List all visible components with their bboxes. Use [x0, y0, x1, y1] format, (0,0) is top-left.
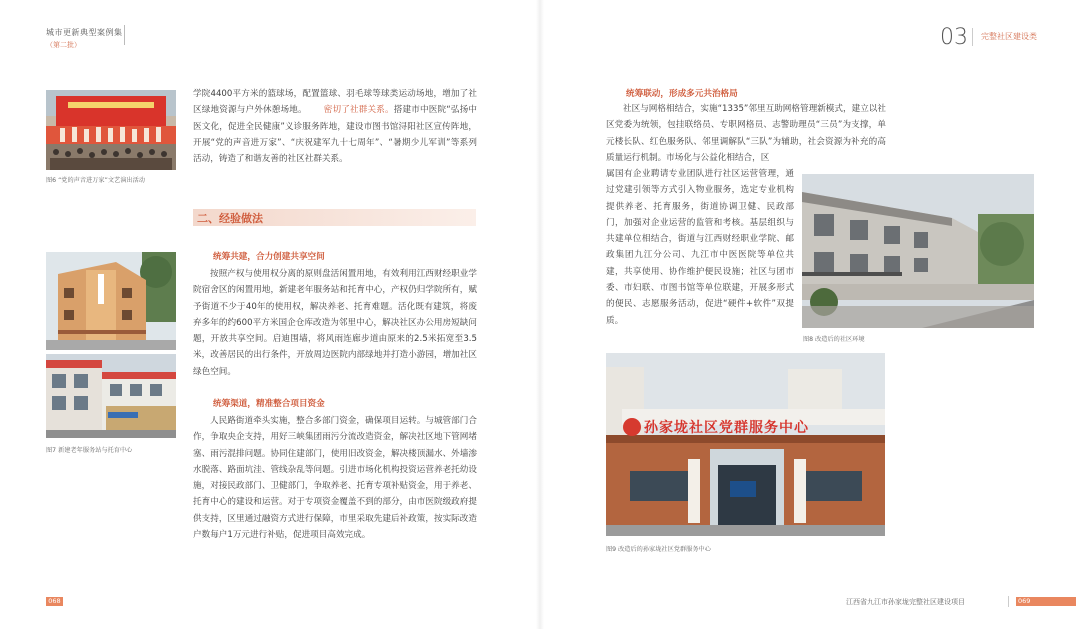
building-sign: 孙家垅社区党群服务中心 [644, 420, 809, 436]
relations-text: 搭建市中医院“弘扬中医文化，促进全民健康”义诊服务阵地，建设市图书馆浔阳社区宣传阵地，开展“党的声音进万家”、“庆祝建军九十七周年”、“暑期少儿军训”等系列活动，铸造了和谐友善的社区社群关系。 [193, 105, 477, 165]
paragraph-governance-narrow [606, 166, 794, 329]
footer-project-title: 江西省九江市孙家垅完整社区建设项目 [846, 598, 965, 606]
community-environment-image [802, 174, 1034, 328]
paragraph-top [193, 86, 477, 167]
paragraph-governance-text-a: 社区与网格相结合，实施“1335”邻里互助网格管理新模式，建立以社区党委为统领，包挂联络员、专职网格员、志警助理员“三员”为支撑，单元楼长队、红色服务队、邻里调解队“三队”为辅助，社会资源为补充的高质量运行机制。市场化与公益化相结合，区 [606, 104, 886, 163]
figure-6-photo [46, 90, 176, 170]
paragraph-funding [193, 413, 477, 543]
book-title: 城市更新典型案例集 [46, 28, 123, 37]
chapter-name: 完整社区建设类 [981, 32, 1037, 41]
footer-divider [1008, 596, 1009, 607]
paragraph-governance-text-b: 属国有企业聘请专业团队进行社区运营管理，通过党建引领等方式引入物业服务，选定专业机构提供养老、托育服务，街道协调卫健、民政部门，加强对企业运营的监管和考核。基层组织与共建单位相结合，街道与江西财经职业学院、邮政集团九江分公司、九江市中医医院等单位共建，共享使用、协作维护便民设施；社区与团市委、市妇联、市图书馆等单位联建，开展多形式的便民、志愿服务活动，促进“硬件+软件”双提质。 [606, 169, 794, 326]
figure-9-caption: 图9 改造后的孙家垅社区党群服务中心 [606, 546, 711, 553]
chapter-number: 03 [940, 25, 968, 50]
book-volume: （第二批） [46, 41, 81, 49]
subhead-governance: 统筹联动，形成多元共治格局 [626, 89, 738, 99]
figure-7-photo-top [46, 252, 176, 350]
figure-7-photo-bottom [46, 354, 176, 438]
page-number-left: 068 [46, 597, 63, 606]
nursery-center-image [46, 354, 176, 438]
page-number-right: 069 [1016, 597, 1076, 606]
figure-6-caption: 图6 “党的声音进万家”文艺演出活动 [46, 177, 145, 184]
elderly-service-station-image [46, 252, 176, 350]
section-title: 二、经验做法 [197, 212, 263, 225]
book-header [46, 27, 123, 50]
paragraph-top-text: 学院4400平方米的篮球场，配置篮球、羽毛球等球类运动场地，增加了社区绿地资源与户外休憩场地。 [193, 89, 477, 116]
performance-stage-image [46, 90, 176, 170]
paragraph-governance-full [606, 101, 886, 166]
paragraph-shared-space-text: 按照产权与使用权分离的原则盘活闲置用地，有效利用江西财经职业学院宿舍区的闲置用地，新建老年服务站和托育中心，产权仍归学院所有，赋予街道不少于40年的使用权，解决养老、托育难题。活化既有建筑，将废弃多年的约600平方米国企仓库改造为邻里中心，解决社区办公用房短缺问题，开放共享空间。启迪围墙，将风雨连廊步道由原来的2.5米拓宽至3.5米，改善居民的出行条件，开放周边医院内部绿地并打造小游园，增加社区绿色空间。 [193, 269, 477, 377]
figure-9-photo [606, 353, 885, 536]
figure-7-caption: 图7 新建老年服务站与托育中心 [46, 447, 133, 454]
relations-label: 密切了社群关系。 [323, 105, 394, 116]
paragraph-funding-text: 人民路街道牵头实施，整合多部门资金，确保项目运转。与城管部门合作，争取央企支持，用好三峡集团雨污分流改造资金，解决社区地下管网堵塞、雨污混排问题。协同住建部门，使用旧改资金，解决楼顶漏水、外墙渗水脱落、路面坑洼、管线杂乱等问题。引进市场化机构投资运营养老托幼设施，对接民政部门、卫健部门，争取养老、托育专项补贴资金，用于养老、托育中心的建设和运营。对于专项资金覆盖不到的部分，由市医院级政府提供支持，区里通过融资方式进行保障，市里采取先建后补政策，按实际改造户数每户1万元进行补贴，促进项目高效完成。 [193, 416, 477, 541]
paragraph-shared-space [193, 266, 477, 380]
page-gutter-shadow [536, 0, 544, 629]
header-divider-right [972, 28, 973, 46]
subhead-shared-space: 统筹共建，合力创建共享空间 [213, 252, 325, 262]
subhead-funding: 统筹渠道，精准整合项目资金 [213, 399, 325, 409]
party-service-center-image [606, 353, 885, 536]
figure-8-caption: 图8 改造后的社区环境 [803, 336, 865, 343]
figure-8-photo [802, 174, 1034, 328]
header-divider-left [124, 25, 125, 45]
